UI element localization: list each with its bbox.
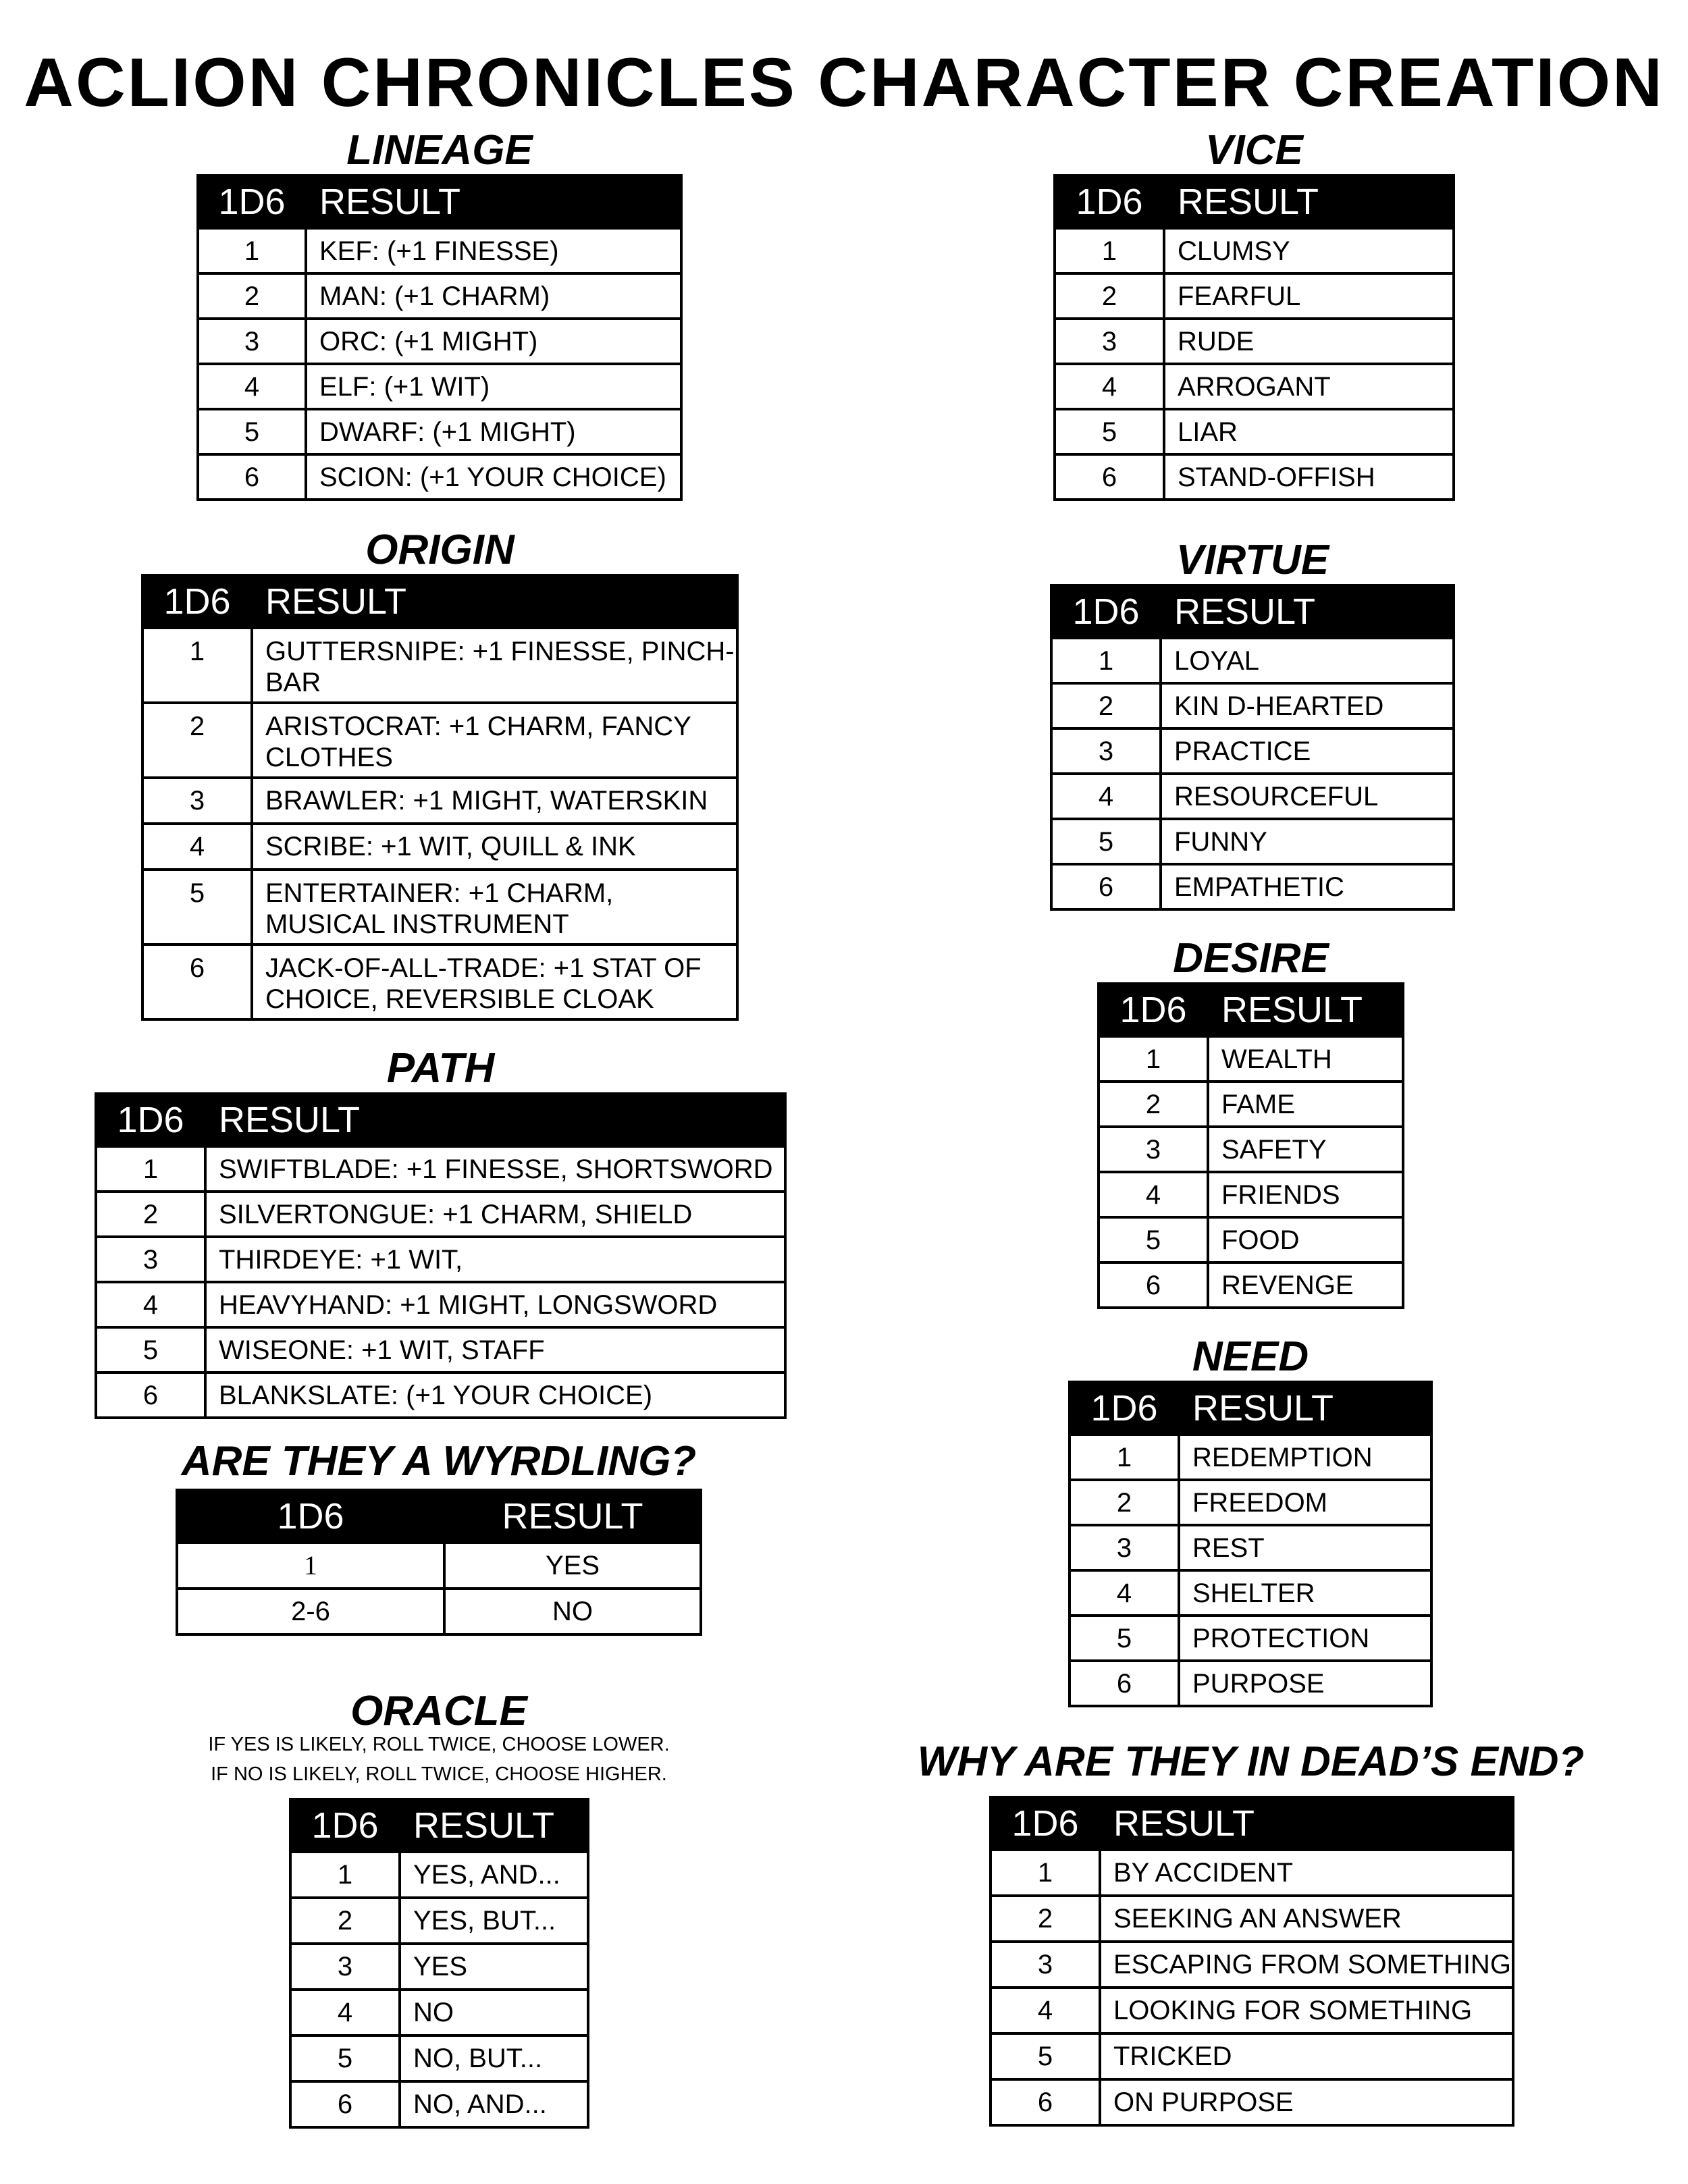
oracle-title: ORACLE [350,1688,527,1734]
table-row [290,2081,588,2127]
table-row [991,1850,1513,1896]
result-cell: RESOURCEFUL [1161,774,1454,819]
roll-cell: 1 [177,1543,444,1589]
result-cell: ORC: (+1 MIGHT) [306,319,681,364]
roll-cell: 6 [290,2081,400,2127]
result-cell: ON PURPOSE [1100,2079,1513,2125]
desire-table [1097,982,1404,1309]
roll-cell: 4 [1099,1172,1208,1217]
table-row [1099,1036,1403,1082]
result-column-header: RESULT [400,1799,588,1852]
roll-cell: 5 [1051,819,1161,864]
oracle-note-no: IF NO IS LIKELY, ROLL TWICE, CHOOSE HIGHER. [211,1763,667,1785]
result-cell: YES [400,1944,588,1990]
roll-cell: 6 [96,1373,205,1418]
result-column-header: RESULT [205,1094,785,1146]
table-row [198,319,681,364]
table-header-row [1099,984,1403,1036]
die-column-header: 1D6 [290,1799,400,1852]
virtue-table [1050,584,1455,911]
die-column-header: 1D6 [198,176,306,228]
table-row [991,1896,1513,1942]
wyrdling-table [176,1489,702,1636]
roll-cell: 3 [1051,728,1161,774]
table-row [1051,819,1454,864]
table-header-row [1055,176,1454,228]
roll-cell: 3 [991,1942,1100,1988]
roll-cell: 5 [142,870,252,944]
result-cell: TRICKED [1100,2033,1513,2079]
table-header-row [96,1094,785,1146]
result-column-header: RESULT [1208,984,1403,1036]
result-cell: KIN D-HEARTED [1161,683,1454,728]
result-cell: JACK-OF-ALL-TRADE: +1 STAT OF CHOICE, REVERSIBLE CLOAK [252,944,737,1019]
table-header-row [177,1490,701,1543]
table-row [142,778,737,824]
table-header-row [991,1797,1513,1850]
result-cell: THIRDEYE: +1 WIT, [205,1237,785,1282]
roll-cell: 2 [1099,1082,1208,1127]
table-row [96,1237,785,1282]
roll-cell: 1 [1055,228,1164,273]
result-column-header: RESULT [444,1490,701,1543]
table-row [290,1990,588,2035]
result-cell: SCION: (+1 YOUR CHOICE) [306,454,681,500]
roll-cell: 3 [290,1944,400,1990]
table-row [991,2079,1513,2125]
vice-title: VICE [1205,127,1303,174]
roll-cell: 5 [1070,1616,1179,1661]
die-column-header: 1D6 [96,1094,205,1146]
table-row [1070,1661,1431,1706]
roll-cell: 1 [198,228,306,273]
roll-cell: 1 [1070,1435,1179,1480]
result-cell: LOOKING FOR SOMETHING [1100,1988,1513,2033]
table-row [1051,728,1454,774]
result-column-header: RESULT [1179,1382,1431,1435]
table-row [1070,1616,1431,1661]
table-row [177,1543,701,1589]
result-cell: ESCAPING FROM SOMETHING [1100,1942,1513,1988]
result-cell: REDEMPTION [1179,1435,1431,1480]
result-cell: MAN: (+1 CHARM) [306,273,681,319]
table-row [1051,683,1454,728]
result-cell: SILVERTONGUE: +1 CHARM, SHIELD [205,1192,785,1237]
result-cell: BLANKSLATE: (+1 YOUR CHOICE) [205,1373,785,1418]
roll-cell: 2 [1070,1480,1179,1525]
result-column-header: RESULT [1164,176,1454,228]
roll-cell: 1 [1099,1036,1208,1082]
result-cell: ENTERTAINER: +1 CHARM, MUSICAL INSTRUMENT [252,870,737,944]
table-row [198,454,681,500]
table-row [1099,1262,1403,1308]
oracle-note-yes: IF YES IS LIKELY, ROLL TWICE, CHOOSE LOWER. [208,1734,670,1755]
lineage-table [196,174,683,501]
roll-cell: 4 [1051,774,1161,819]
result-cell: PRACTICE [1161,728,1454,774]
result-cell: NO [444,1589,701,1634]
result-cell: PROTECTION [1179,1616,1431,1661]
table-row [1055,273,1454,319]
roll-cell: 5 [198,409,306,454]
table-row [991,1942,1513,1988]
roll-cell: 2 [991,1896,1100,1942]
roll-cell: 4 [96,1282,205,1327]
roll-cell: 2 [142,703,252,778]
roll-cell: 4 [991,1988,1100,2033]
table-row [1099,1127,1403,1172]
result-cell: ARISTOCRAT: +1 CHARM, FANCY CLOTHES [252,703,737,778]
result-cell: FOOD [1208,1217,1403,1262]
roll-cell: 1 [96,1146,205,1192]
why-table [989,1796,1514,2127]
roll-cell: 4 [1055,364,1164,409]
roll-cell: 2 [96,1192,205,1237]
result-cell: REST [1179,1525,1431,1570]
roll-cell: 2 [1055,273,1164,319]
roll-cell: 1 [991,1850,1100,1896]
die-column-header: 1D6 [1070,1382,1179,1435]
roll-cell: 3 [198,319,306,364]
table-row [1099,1082,1403,1127]
table-row [1051,864,1454,909]
roll-cell: 5 [1099,1217,1208,1262]
result-cell: SEEKING AN ANSWER [1100,1896,1513,1942]
table-row [1051,774,1454,819]
die-column-header: 1D6 [991,1797,1100,1850]
desire-title: DESIRE [1173,935,1329,982]
result-cell: FAME [1208,1082,1403,1127]
result-cell: HEAVYHAND: +1 MIGHT, LONGSWORD [205,1282,785,1327]
result-cell: FEARFUL [1164,273,1454,319]
result-cell: LOYAL [1161,638,1454,683]
roll-cell: 4 [142,824,252,870]
roll-cell: 5 [290,2035,400,2081]
roll-cell: 4 [290,1990,400,2035]
roll-cell: 6 [1055,454,1164,500]
table-row [1070,1435,1431,1480]
die-column-header: 1D6 [1099,984,1208,1036]
result-cell: NO, BUT... [400,2035,588,2081]
table-header-row [142,575,737,628]
vice-table [1053,174,1455,501]
lineage-title: LINEAGE [346,127,533,174]
table-row [96,1146,785,1192]
result-cell: FUNNY [1161,819,1454,864]
roll-cell: 2 [1051,683,1161,728]
need-table [1068,1381,1433,1707]
table-row [1055,409,1454,454]
table-row [1099,1172,1403,1217]
result-column-header: RESULT [1100,1797,1513,1850]
roll-cell: 4 [198,364,306,409]
roll-cell: 2-6 [177,1589,444,1634]
table-row [1099,1217,1403,1262]
table-row [142,824,737,870]
table-row [1055,319,1454,364]
table-row [198,273,681,319]
roll-cell: 5 [96,1327,205,1373]
result-cell: NO [400,1990,588,2035]
result-cell: EMPATHETIC [1161,864,1454,909]
table-row [198,228,681,273]
result-cell: SCRIBE: +1 WIT, QUILL & INK [252,824,737,870]
table-row [96,1327,785,1373]
table-header-row [198,176,681,228]
origin-title: ORIGIN [365,527,515,573]
result-cell: GUTTERSNIPE: +1 FINESSE, PINCH-BAR [252,628,737,703]
roll-cell: 1 [1051,638,1161,683]
table-row [1070,1525,1431,1570]
origin-table [141,574,739,1021]
path-table [95,1092,787,1419]
table-row [1051,638,1454,683]
result-cell: YES, AND... [400,1852,588,1898]
table-row [1055,454,1454,500]
result-cell: DWARF: (+1 MIGHT) [306,409,681,454]
die-column-header: 1D6 [142,575,252,628]
table-row [991,2033,1513,2079]
why-title: WHY ARE THEY IN DEAD’S END? [917,1738,1585,1785]
result-column-header: RESULT [1161,585,1454,638]
result-cell: FREEDOM [1179,1480,1431,1525]
result-cell: KEF: (+1 FINESSE) [306,228,681,273]
result-cell: BRAWLER: +1 MIGHT, WATERSKIN [252,778,737,824]
roll-cell: 3 [142,778,252,824]
die-column-header: 1D6 [177,1490,444,1543]
virtue-title: VIRTUE [1176,537,1329,583]
roll-cell: 5 [1055,409,1164,454]
result-cell: YES, BUT... [400,1898,588,1944]
table-row [290,2035,588,2081]
result-cell: NO, AND... [400,2081,588,2127]
roll-cell: 1 [142,628,252,703]
table-row [290,1898,588,1944]
result-cell: ELF: (+1 WIT) [306,364,681,409]
roll-cell: 4 [1070,1570,1179,1616]
roll-cell: 3 [1055,319,1164,364]
table-row [142,703,737,778]
die-column-header: 1D6 [1055,176,1164,228]
table-row [1070,1570,1431,1616]
result-cell: YES [444,1543,701,1589]
table-row [142,944,737,1019]
table-row [96,1192,785,1237]
roll-cell: 6 [1099,1262,1208,1308]
table-row [198,364,681,409]
roll-cell: 3 [96,1237,205,1282]
oracle-table [289,1798,589,2129]
table-row [1070,1480,1431,1525]
result-column-header: RESULT [252,575,737,628]
result-cell: SAFETY [1208,1127,1403,1172]
result-cell: REVENGE [1208,1262,1403,1308]
result-cell: STAND-OFFISH [1164,454,1454,500]
table-row [991,1988,1513,2033]
result-cell: FRIENDS [1208,1172,1403,1217]
roll-cell: 2 [290,1898,400,1944]
result-cell: WISEONE: +1 WIT, STAFF [205,1327,785,1373]
table-row [96,1373,785,1418]
roll-cell: 6 [142,944,252,1019]
table-row [290,1944,588,1990]
table-row [1055,364,1454,409]
table-row [96,1282,785,1327]
table-row [142,870,737,944]
table-row [177,1589,701,1634]
wyrdling-title: ARE THEY A WYRDLING? [181,1438,697,1485]
roll-cell: 5 [991,2033,1100,2079]
path-title: PATH [386,1045,495,1092]
result-cell: RUDE [1164,319,1454,364]
roll-cell: 2 [198,273,306,319]
need-title: NEED [1192,1333,1309,1380]
result-cell: SHELTER [1179,1570,1431,1616]
table-header-row [1051,585,1454,638]
page-title: ACLION CHRONICLES CHARACTER CREATION [24,44,1664,121]
table-row [290,1852,588,1898]
result-column-header: RESULT [306,176,681,228]
roll-cell: 6 [198,454,306,500]
result-cell: LIAR [1164,409,1454,454]
table-row [142,628,737,703]
table-row [1055,228,1454,273]
roll-cell: 1 [290,1852,400,1898]
roll-cell: 3 [1070,1525,1179,1570]
table-row [198,409,681,454]
die-column-header: 1D6 [1051,585,1161,638]
result-cell: SWIFTBLADE: +1 FINESSE, SHORTSWORD [205,1146,785,1192]
roll-cell: 3 [1099,1127,1208,1172]
result-cell: CLUMSY [1164,228,1454,273]
result-cell: ARROGANT [1164,364,1454,409]
result-cell: WEALTH [1208,1036,1403,1082]
table-header-row [1070,1382,1431,1435]
roll-cell: 6 [1070,1661,1179,1706]
roll-cell: 6 [991,2079,1100,2125]
result-cell: BY ACCIDENT [1100,1850,1513,1896]
table-header-row [290,1799,588,1852]
roll-cell: 6 [1051,864,1161,909]
result-cell: PURPOSE [1179,1661,1431,1706]
